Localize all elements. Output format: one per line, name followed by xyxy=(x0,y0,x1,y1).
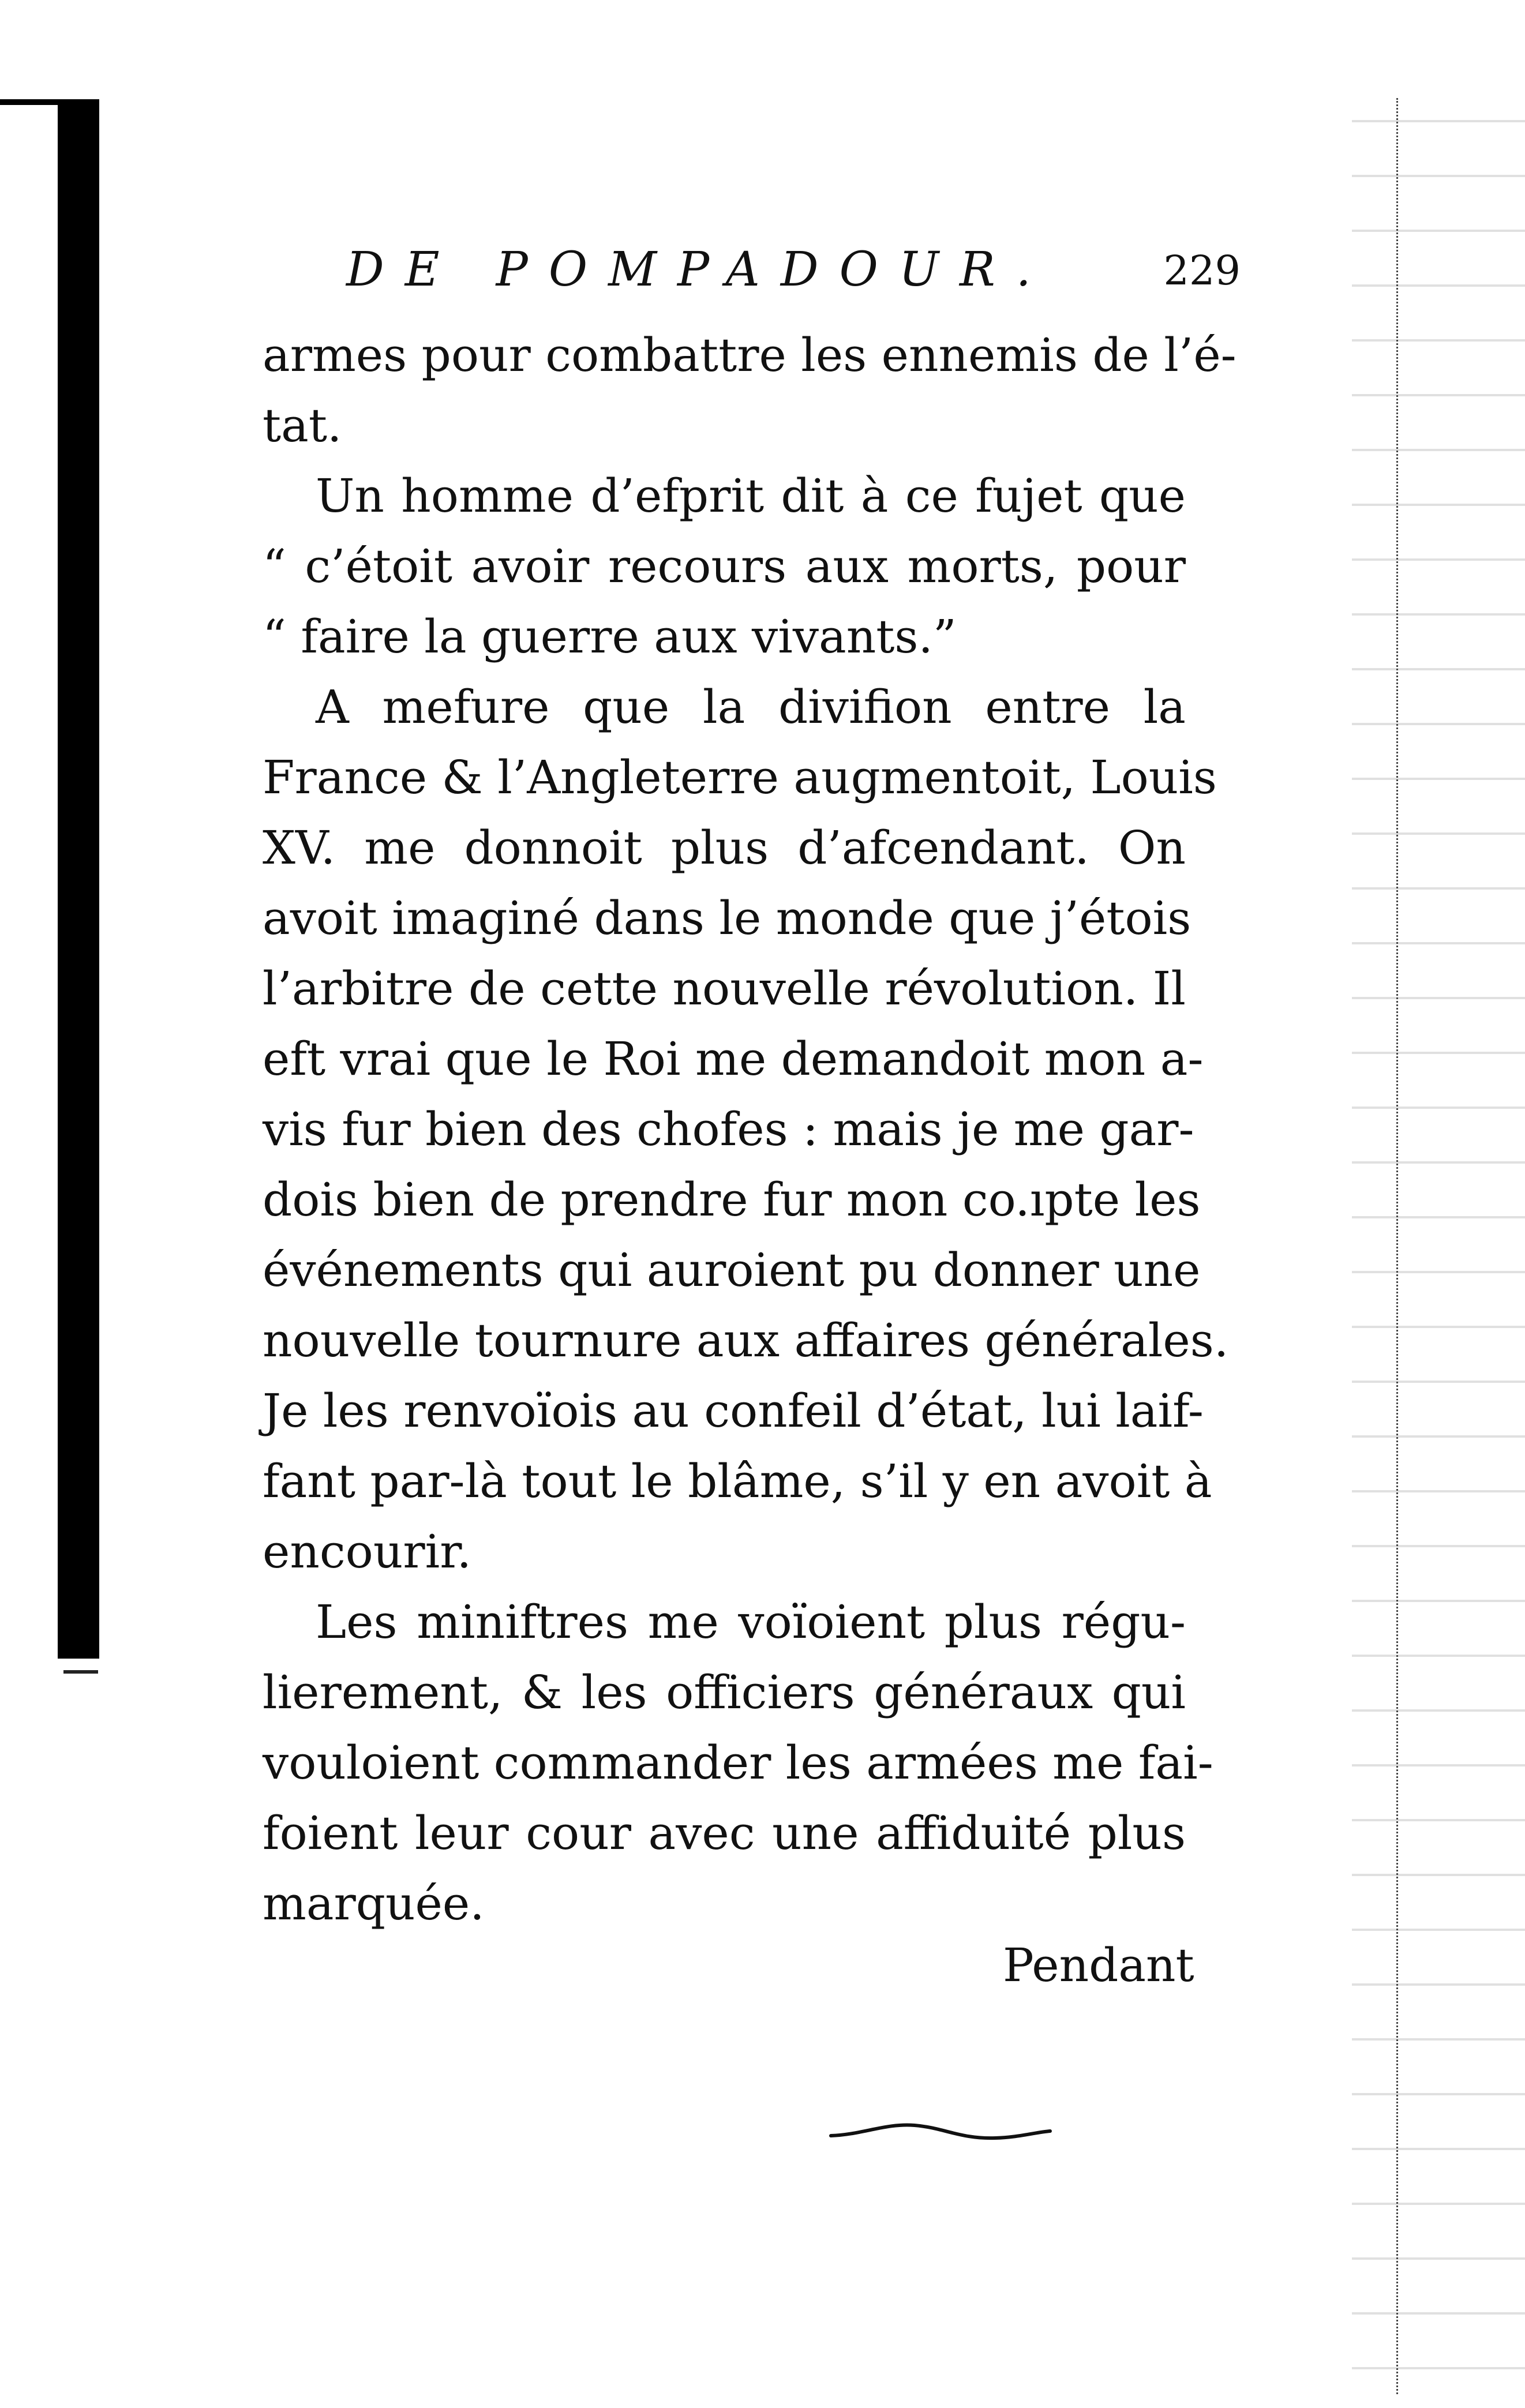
text-line: dois bien de prendre fur mon co.ıpte les xyxy=(263,1173,1201,1226)
catchword: Pendant xyxy=(1003,1938,1194,1992)
text-line: lierement, & les officiers généraux qui xyxy=(263,1666,1186,1719)
text-line: marquée. xyxy=(263,1877,485,1930)
text-line: “ c’étoit avoir recours aux morts, pour xyxy=(263,539,1186,593)
text-line: vis fur bien des chofes : mais je me gar- xyxy=(263,1102,1194,1156)
binding-shadow xyxy=(58,101,99,1659)
text-line: France & l’Angleterre augmentoit, Louis xyxy=(263,751,1217,804)
text-line: fant par-là tout le blâme, s’il y en avoit à xyxy=(263,1454,1212,1508)
page-edge-rule xyxy=(1396,98,1400,2394)
page-edge-noise xyxy=(1352,98,1525,2394)
text-line: Un homme d’efprit dit à ce fujet que xyxy=(316,469,1186,523)
text-line: avoit imaginé dans le monde que j’étois xyxy=(263,891,1191,945)
text-line: événements qui auroient pu donner une xyxy=(263,1243,1201,1297)
text-line: armes pour combattre les ennemis de l’é- xyxy=(263,328,1237,382)
text-line: encourir. xyxy=(263,1525,472,1578)
text-line: XV. me donnoit plus d’afcendant. On xyxy=(263,821,1186,875)
text-line: vouloient commander les armées me fai- xyxy=(263,1736,1213,1790)
text-line: A mefure que la divifion entre la xyxy=(316,680,1186,734)
running-title: DE POMPADOUR. xyxy=(346,242,1052,297)
page-header xyxy=(346,242,1241,306)
text-line: Les miniftres me voïoient plus régu- xyxy=(316,1595,1186,1649)
body-text xyxy=(263,320,1237,1939)
text-line: l’arbitre de cette nouvelle révolution. Il xyxy=(263,962,1186,1015)
text-line: foient leur cour avec une affiduité plus xyxy=(263,1806,1186,1860)
text-line: eft vrai que le Roi me demandoit mon a- xyxy=(263,1032,1204,1086)
text-line: “ faire la guerre aux vivants.” xyxy=(263,610,957,663)
binding-edge-bottom xyxy=(63,1670,98,1674)
page-number: 229 xyxy=(1163,247,1241,294)
tail-ornament xyxy=(828,2111,1053,2146)
text-line: Je les renvoïois au confeil d’état, lui laif- xyxy=(263,1384,1204,1438)
text-line: tat. xyxy=(263,399,342,452)
text-line: nouvelle tournure aux affaires générales. xyxy=(263,1314,1229,1367)
